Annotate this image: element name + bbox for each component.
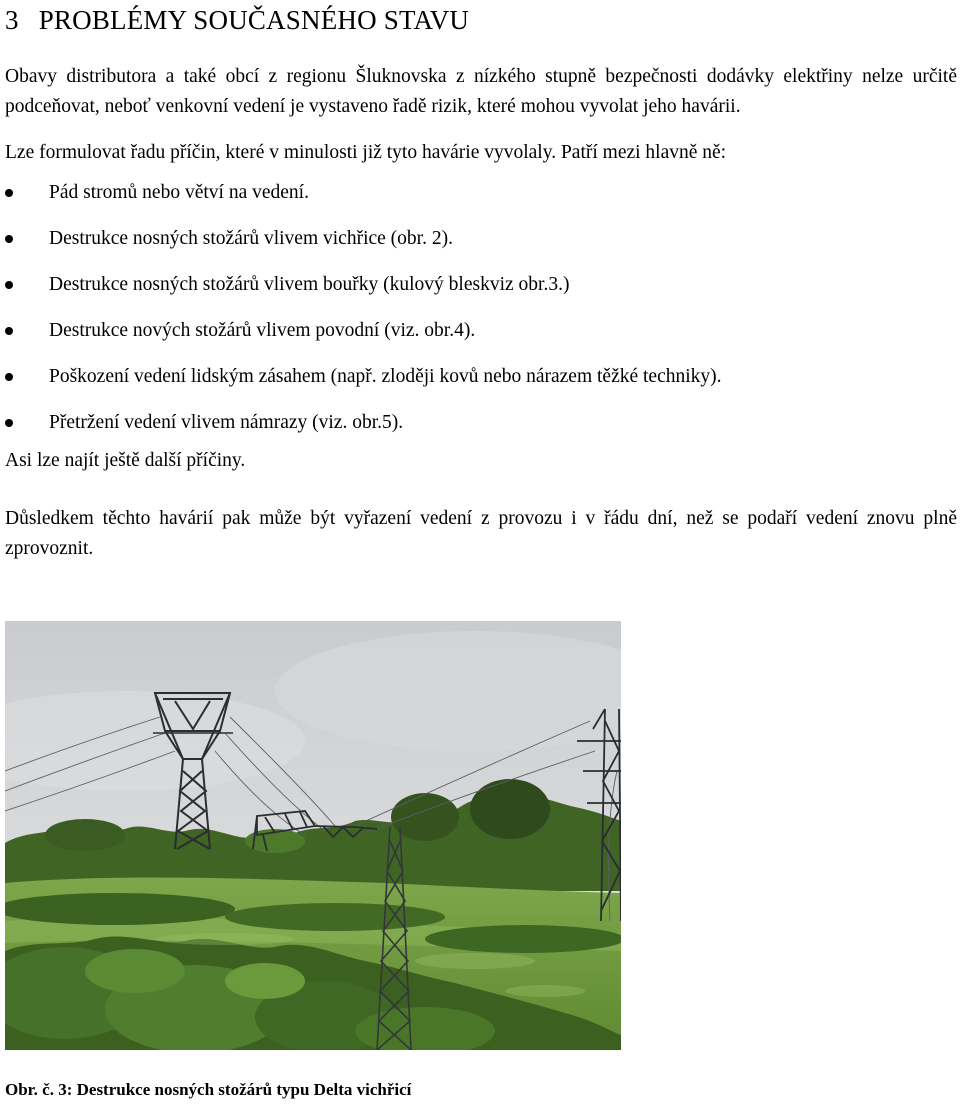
list-item-text: Poškození vedení lidským zásahem (např. zloději kovů nebo nárazem těžké techniky). (49, 366, 722, 387)
section-number: 3 (5, 5, 19, 35)
bullet-icon (5, 373, 13, 381)
list-item (5, 178, 957, 208)
list-item-text: Pád stromů nebo větví na vedení. (49, 182, 309, 203)
consequence-paragraph: Důsledkem těchto havárií pak může být vyřazení vedení z provozu i v řádu dní, než se podaří vedení znovu plně zprovoznit. (5, 508, 957, 559)
list-item-text: Destrukce nosných stožárů vlivem vichřice (obr. 2). (49, 228, 453, 249)
list-item-text: Destrukce nových stožárů vlivem povodní (viz. obr.4). (49, 320, 476, 341)
list-item-text: Destrukce nosných stožárů vlivem bouřky (kulový bleskviz obr.3.) (49, 274, 570, 295)
causes-list (5, 178, 957, 438)
more-causes-paragraph: Asi lze najít ještě další příčiny. (5, 450, 246, 471)
bullet-icon (5, 235, 13, 243)
figure-caption: Obr. č. 3: Destrukce nosných stožárů typu Delta vichřicí (5, 1080, 412, 1099)
document-page (5, 0, 957, 564)
figure-photo-collapsed-pylons (5, 621, 621, 1050)
bullet-icon (5, 327, 13, 335)
list-item (5, 316, 957, 346)
list-item (5, 270, 957, 300)
list-item (5, 362, 957, 392)
bullet-icon (5, 281, 13, 289)
list-item (5, 408, 957, 438)
bullet-icon (5, 189, 13, 197)
section-title: PROBLÉMY SOUČASNÉHO STAVU (38, 5, 470, 35)
intro-paragraph: Obavy distributora a také obcí z regionu Šluknovska z nízkého stupně bezpečnosti dodávky elektřiny nelze určitě podceňovat, neboť venkovní vedení je vystaveno řadě rizik, které mohou vyvolat jeho havárii. (5, 66, 957, 117)
list-item-text: Přetržení vedení vlivem námrazy (viz. obr.5). (49, 412, 404, 433)
section-heading (5, 4, 957, 36)
bullet-icon (5, 419, 13, 427)
list-item (5, 224, 957, 254)
causes-intro-paragraph: Lze formulovat řadu příčin, které v minulosti již tyto havárie vyvolaly. Patří mezi hlavně ně: (5, 142, 727, 163)
